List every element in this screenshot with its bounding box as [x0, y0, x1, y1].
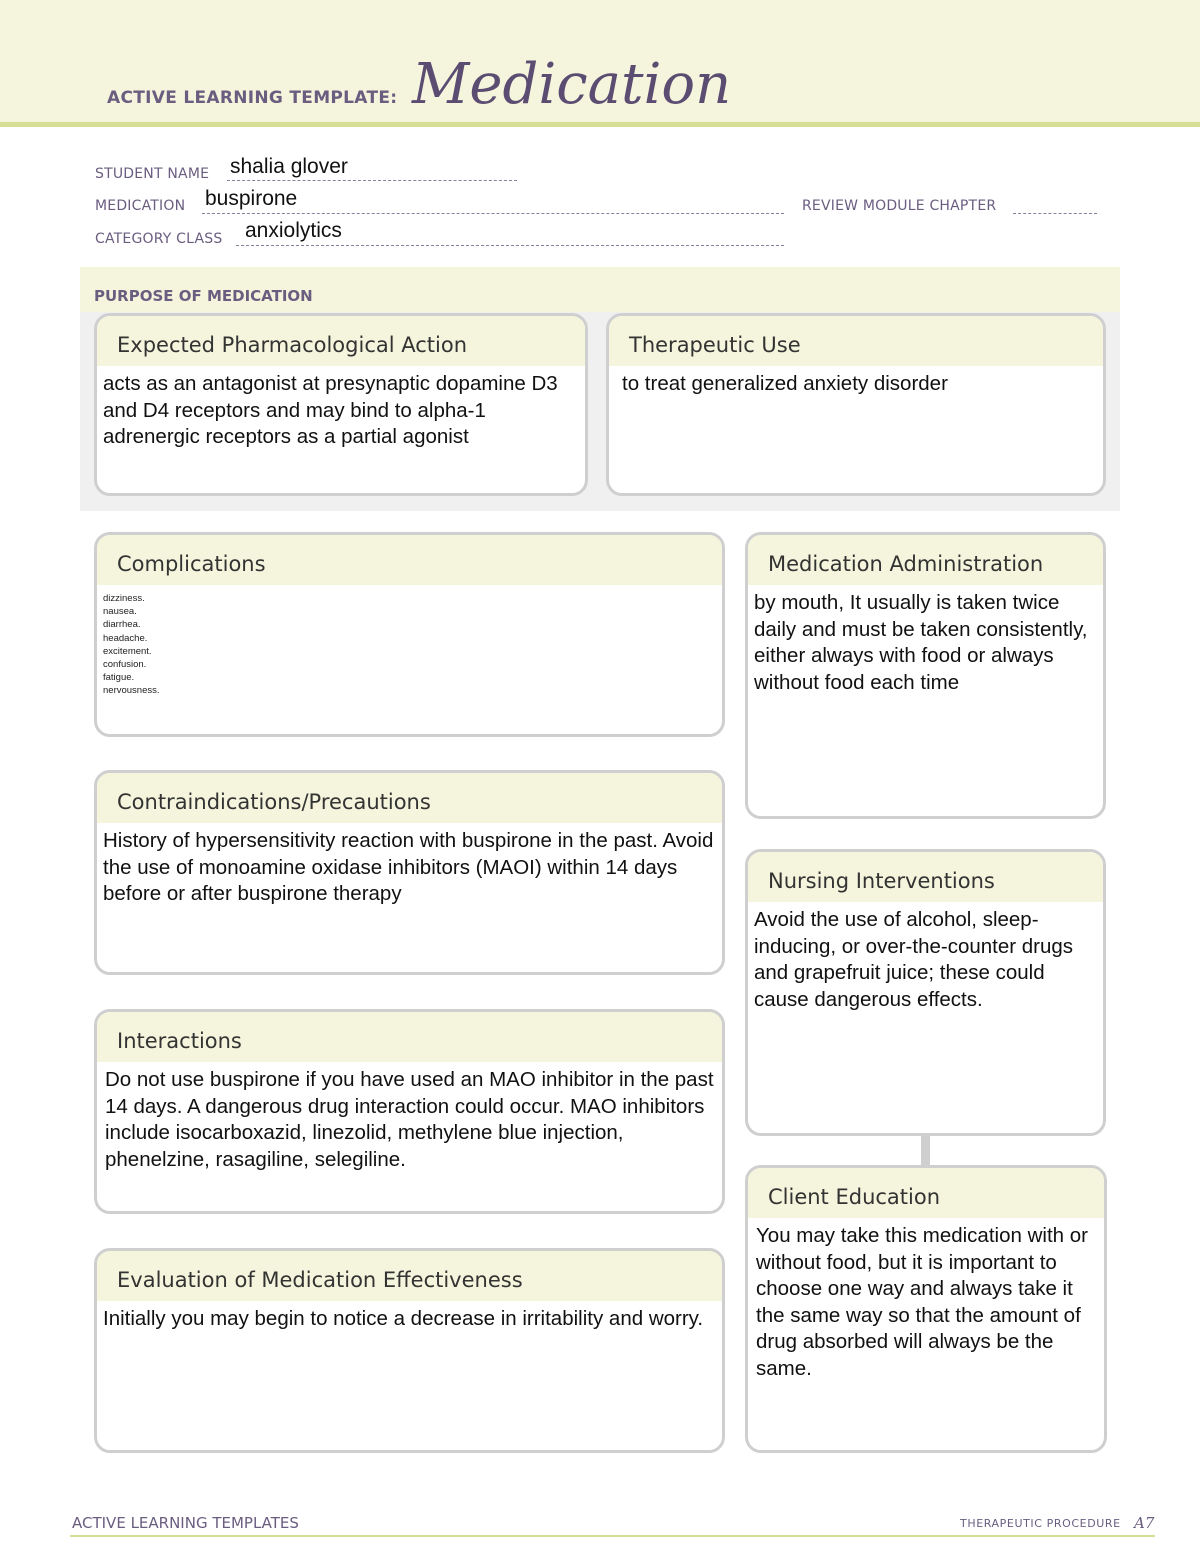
card-client-education — [745, 1165, 1107, 1453]
list-item: excitement. — [103, 645, 152, 657]
card-interactions — [94, 1009, 725, 1214]
review-module-label: REVIEW MODULE CHAPTER — [802, 198, 997, 214]
therapeutic-use-text[interactable]: to treat generalized anxiety disorder — [622, 372, 948, 395]
student-name-field[interactable]: shalia glover — [230, 155, 348, 178]
review-module-field[interactable] — [1013, 213, 1097, 214]
card-heading: Contraindications/Precautions — [97, 773, 722, 823]
card-connector — [921, 1134, 930, 1166]
pharmacological-action-text[interactable]: acts as an antagonist at presynaptic dopamine D3 and D4 receptors and may bind to alpha-1 adrenergic receptors as a partial agonist — [103, 372, 558, 448]
card-nursing-interventions — [745, 849, 1106, 1136]
card-heading: Complications — [97, 535, 722, 585]
medication-line — [202, 213, 784, 214]
list-item: nervousness. — [103, 685, 160, 697]
student-name-label: STUDENT NAME — [95, 166, 210, 182]
card-complications — [94, 532, 725, 737]
client-education-text[interactable]: You may take this medication with or without food, but it is important to choose one way and always take it the same way so that the amount of drug absorbed will always be the same. — [756, 1224, 1088, 1380]
template-label: ACTIVE LEARNING TEMPLATE: — [107, 88, 398, 108]
list-item: headache. — [103, 632, 148, 644]
contraindications-text[interactable]: History of hypersensitivity reaction with buspirone in the past. Avoid the use of monoamine oxidase inhibitors (MAOI) within 14 days before or after buspirone therapy — [103, 829, 714, 905]
card-heading: Therapeutic Use — [609, 316, 1103, 366]
page-title: Medication — [412, 52, 732, 117]
list-item: fatigue. — [103, 672, 135, 684]
category-class-label: CATEGORY CLASS — [95, 231, 223, 247]
category-class-line — [236, 245, 784, 246]
list-item: diarrhea. — [103, 619, 141, 631]
list-item: nausea. — [103, 606, 137, 618]
card-heading: Medication Administration — [748, 535, 1103, 585]
medication-label: MEDICATION — [95, 198, 186, 214]
footer-divider — [70, 1535, 1155, 1537]
header-band — [0, 0, 1200, 127]
card-heading: Evaluation of Medication Effectiveness — [97, 1251, 722, 1301]
card-therapeutic-use — [606, 313, 1106, 496]
card-medication-administration — [745, 532, 1106, 819]
card-heading: Interactions — [97, 1012, 722, 1062]
nursing-interventions-text[interactable]: Avoid the use of alcohol, sleep-inducing, or over-the-counter drugs and grapefruit juice; these could cause dangerous effects. — [754, 908, 1074, 1011]
interactions-text[interactable]: Do not use buspirone if you have used an MAO inhibitor in the past 14 days. A dangerous drug interaction could occur. MAO inhibitors include isocarboxazid, linezolid, methylene blue injection, phenelzine, rasagiline, selegiline. — [105, 1068, 714, 1171]
page-number: A7 — [1134, 1514, 1155, 1532]
medication-field[interactable]: buspirone — [205, 187, 298, 210]
complications-list[interactable] — [97, 585, 722, 698]
administration-text[interactable]: by mouth, It usually is taken twice daily and must be taken consistently, either always with food or always without food each time — [754, 591, 1088, 694]
card-heading: Client Education — [748, 1168, 1104, 1218]
card-heading: Expected Pharmacological Action — [97, 316, 585, 366]
category-class-field[interactable]: anxiolytics — [245, 219, 342, 242]
card-contraindications — [94, 770, 725, 975]
evaluation-text[interactable]: Initially you may begin to notice a decrease in irritability and worry. — [103, 1307, 704, 1330]
purpose-title: PURPOSE OF MEDICATION — [94, 287, 313, 305]
student-name-line — [227, 180, 517, 181]
card-pharmacological-action — [94, 313, 588, 496]
card-heading: Nursing Interventions — [748, 852, 1103, 902]
list-item: dizziness. — [103, 593, 145, 604]
footer-left-label: ACTIVE LEARNING TEMPLATES — [72, 1514, 299, 1532]
footer-right-label: THERAPEUTIC PROCEDURE — [960, 1517, 1121, 1530]
card-evaluation — [94, 1248, 725, 1453]
list-item: confusion. — [103, 659, 147, 671]
